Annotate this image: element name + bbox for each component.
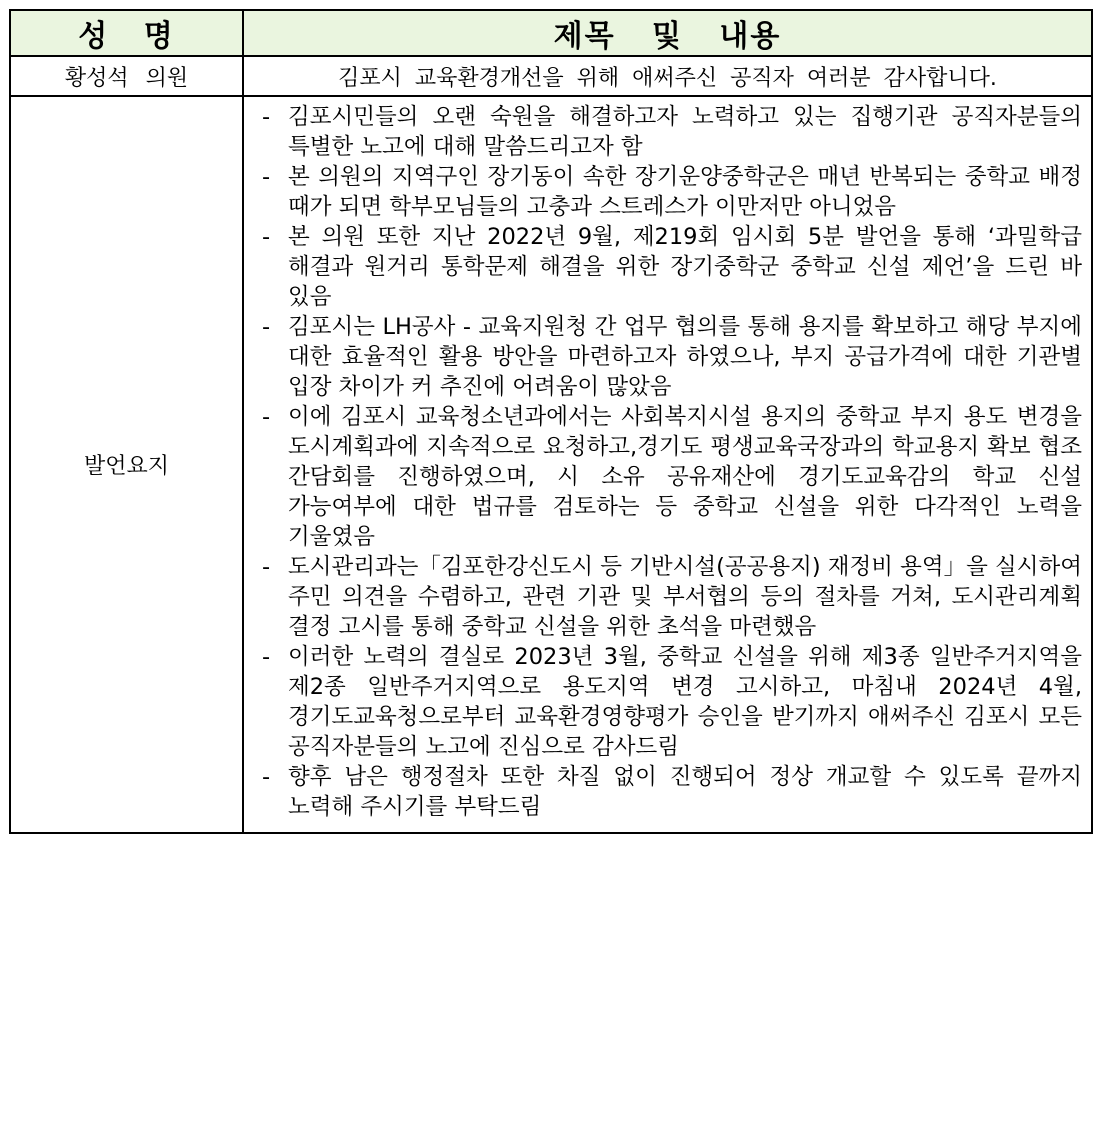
bullet-text: 도시관리과는「김포한강신도시 등 기반시설(공공용지) 재정비 용역」을 실시하여 주민 의견을 수렴하고, 관련 기관 및 부서협의 등의 절차를 거쳐, 도시관리계획 결정 고시를 통해 중학교 신설을 위한 초석을 마련했음 (288, 554, 1082, 640)
title-content-header-cell: 제목 및 내용 (243, 10, 1092, 56)
summary-row (10, 96, 1092, 833)
bullet-item (254, 762, 1082, 822)
bullet-item (254, 642, 1082, 762)
bullet-text: 본 의원 또한 지난 2022년 9월, 제219회 임시회 5분 발언을 통해 ‘과밀학급 해결과 원거리 통학문제 해결을 위한 장기중학군 중학교 신설 제언’을 드린 바 있음 (288, 224, 1082, 310)
bullet-dash: - (262, 224, 271, 250)
bullet-dash: - (262, 404, 271, 430)
bullet-dash: - (262, 554, 271, 580)
speech-title-cell: 김포시 교육환경개선을 위해 애써주신 공직자 여러분 감사합니다. (243, 56, 1092, 96)
summary-content-cell (243, 96, 1092, 833)
bullet-item (254, 402, 1082, 552)
title-row (10, 56, 1092, 96)
bullet-dash: - (262, 644, 271, 670)
bullet-item (254, 312, 1082, 402)
bullet-dash: - (262, 764, 271, 790)
bullet-item (254, 222, 1082, 312)
bullet-text: 이러한 노력의 결실로 2023년 3월, 중학교 신설을 위해 제3종 일반주거지역을 제2종 일반주거지역으로 용도지역 변경 고시하고, 마침내 2024년 4월, 경기도교육청으로부터 교육환경영향평가 승인을 받기까지 애써주신 김포시 모든 공직자분들의 노고에 진심으로 감사드림 (288, 644, 1082, 760)
speech-summary-table (9, 9, 1093, 834)
speaker-name-cell: 황성석 의원 (10, 56, 243, 96)
summary-label-cell: 발언요지 (10, 96, 243, 833)
bullet-dash: - (262, 314, 271, 340)
bullet-text: 김포시민들의 오랜 숙원을 해결하고자 노력하고 있는 집행기관 공직자분들의 특별한 노고에 대해 말씀드리고자 함 (288, 104, 1082, 160)
bullet-dash: - (262, 104, 271, 130)
header-row (10, 10, 1092, 56)
bullet-item (254, 552, 1082, 642)
bullet-text: 향후 남은 행정절차 또한 차질 없이 진행되어 정상 개교할 수 있도록 끝까지 노력해 주시기를 부탁드림 (288, 764, 1082, 820)
bullet-text: 김포시는 LH공사 - 교육지원청 간 업무 협의를 통해 용지를 확보하고 해당 부지에 대한 효율적인 활용 방안을 마련하고자 하였으나, 부지 공급가격에 대한 기관별 입장 차이가 커 추진에 어려움이 많았음 (288, 314, 1082, 400)
bullet-dash: - (262, 164, 271, 190)
bullet-text: 이에 김포시 교육청소년과에서는 사회복지시설 용지의 중학교 부지 용도 변경을 도시계획과에 지속적으로 요청하고,경기도 평생교육국장과의 학교용지 확보 협조 간담회를 진행하였으며, 시 소유 공유재산에 경기도교육감의 학교 신설 가능여부에 대한 법규를 검토하는 등 중학교 신설을 위한 다각적인 노력을 기울였음 (288, 404, 1082, 550)
bullet-item (254, 102, 1082, 162)
name-header-cell: 성 명 (10, 10, 243, 56)
bullet-text: 본 의원의 지역구인 장기동이 속한 장기운양중학군은 매년 반복되는 중학교 배정 때가 되면 학부모님들의 고충과 스트레스가 이만저만 아니었음 (288, 164, 1082, 220)
bullet-item (254, 162, 1082, 222)
